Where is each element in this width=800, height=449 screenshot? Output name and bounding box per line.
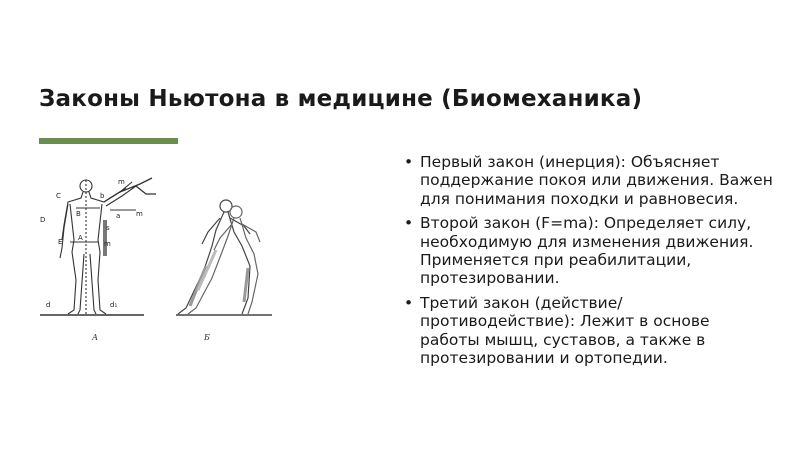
stepping-figure bbox=[176, 200, 272, 315]
label-b-big: B bbox=[76, 210, 81, 218]
label-a-big: A bbox=[78, 234, 83, 242]
label-m-low: m bbox=[104, 240, 111, 248]
bullet-second-law: • Второй закон (F=ma): Определяет силу, необходимую для изменения движения. Применяется при реабилитации, протезировании. bbox=[404, 214, 774, 288]
caption-a: А bbox=[92, 333, 99, 342]
bullet-third-law: • Третий закон (действие/противодействие): Лежит в основе работы мышц, суставов, а также в протезировании и ортопедии. bbox=[404, 294, 774, 368]
label-e: E bbox=[58, 238, 63, 246]
title-accent-bar bbox=[39, 138, 178, 144]
bullet-first-law: • Первый закон (инерция): Объясняет поддержание покоя или движения. Важен для понимания походки и равновесия. bbox=[404, 153, 774, 208]
label-c: C bbox=[56, 192, 61, 200]
slide-title: Законы Ньютона в медицине (Биомеханика) bbox=[39, 86, 643, 112]
label-s: s bbox=[106, 224, 110, 232]
label-d-left: d bbox=[46, 301, 51, 309]
caption-b: Б bbox=[204, 333, 210, 342]
label-d-right: d₁ bbox=[110, 301, 118, 309]
label-a-small: a bbox=[116, 212, 121, 220]
label-m-mid: m bbox=[136, 210, 143, 218]
label-b-small: b bbox=[100, 192, 105, 200]
bullet-list bbox=[404, 153, 774, 373]
label-d-letter: D bbox=[40, 216, 46, 224]
label-m-top: m bbox=[118, 178, 125, 186]
biomechanics-figure bbox=[36, 170, 272, 350]
